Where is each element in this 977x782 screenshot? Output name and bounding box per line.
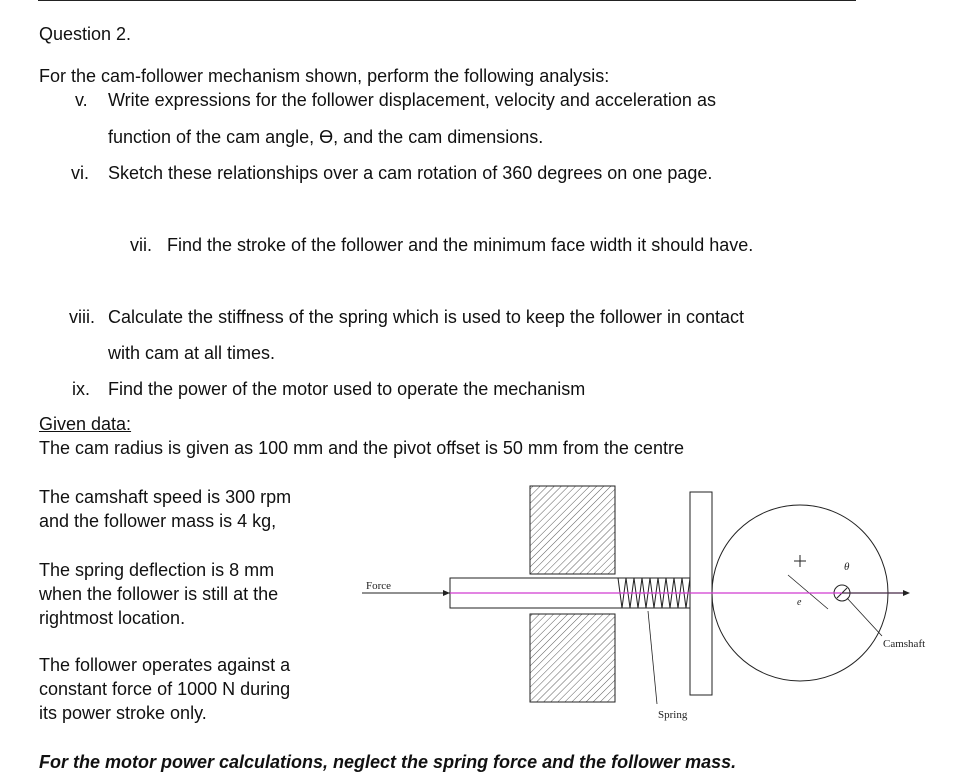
lower-guide-block bbox=[530, 614, 615, 702]
force-label: Force bbox=[366, 580, 392, 592]
spring-deflection-line: The spring deflection is 8 mm bbox=[39, 560, 275, 580]
item-v-text: Write expressions for the follower displacement, velocity and acceleration as bbox=[108, 90, 716, 110]
upper-guide-block bbox=[530, 486, 615, 574]
given-data-heading: Given data: bbox=[39, 414, 132, 434]
item-vii-number: vii. bbox=[130, 235, 152, 255]
offset-e-label: e bbox=[797, 597, 802, 608]
camshaft-speed-line: The camshaft speed is 300 rpm bbox=[39, 487, 292, 507]
item-viii-number: viii. bbox=[69, 307, 95, 327]
follower-mass-line: and the follower mass is 4 kg, bbox=[39, 511, 277, 531]
item-vi-number: vi. bbox=[71, 163, 89, 183]
spring-leader bbox=[648, 611, 657, 704]
cam-follower-diagram bbox=[350, 478, 950, 728]
item-v-text-cont: function of the cam angle, ϴ, and the cam dimensions. bbox=[108, 127, 544, 147]
camshaft-leader bbox=[847, 598, 882, 636]
item-ix-text: Find the power of the motor used to operate the mechanism bbox=[108, 379, 586, 399]
question-title: Question 2. bbox=[39, 24, 132, 44]
item-viii-text-cont: with cam at all times. bbox=[108, 343, 276, 363]
offset-dimension bbox=[788, 575, 828, 609]
item-vi-text: Sketch these relationships over a cam rotation of 360 degrees on one page. bbox=[108, 163, 713, 183]
constant-force-line: The follower operates against a bbox=[39, 655, 291, 675]
force-arrow-head bbox=[443, 590, 450, 596]
footer-note: For the motor power calculations, neglect the spring force and the follower mass. bbox=[39, 752, 737, 772]
constant-force-line-2: constant force of 1000 N during bbox=[39, 679, 291, 699]
item-ix-number: ix. bbox=[72, 379, 90, 399]
theta-label: θ bbox=[844, 561, 850, 573]
camshaft-label: Camshaft bbox=[883, 638, 926, 650]
spring-label: Spring bbox=[658, 709, 688, 721]
item-v-number: v. bbox=[75, 90, 88, 110]
item-viii-text: Calculate the stiffness of the spring which is used to keep the follower in contact bbox=[108, 307, 745, 327]
item-vii-text: Find the stroke of the follower and the minimum face width it should have. bbox=[167, 235, 754, 255]
intro-text: For the cam-follower mechanism shown, perform the following analysis: bbox=[39, 66, 610, 86]
spring-deflection-line-2: when the follower is still at the bbox=[39, 584, 279, 604]
top-rule bbox=[38, 0, 856, 1]
constant-force-line-3: its power stroke only. bbox=[39, 703, 207, 723]
spring-deflection-line-3: rightmost location. bbox=[39, 608, 186, 628]
given-data-line: The cam radius is given as 100 mm and the pivot offset is 50 mm from the centre bbox=[39, 438, 684, 458]
